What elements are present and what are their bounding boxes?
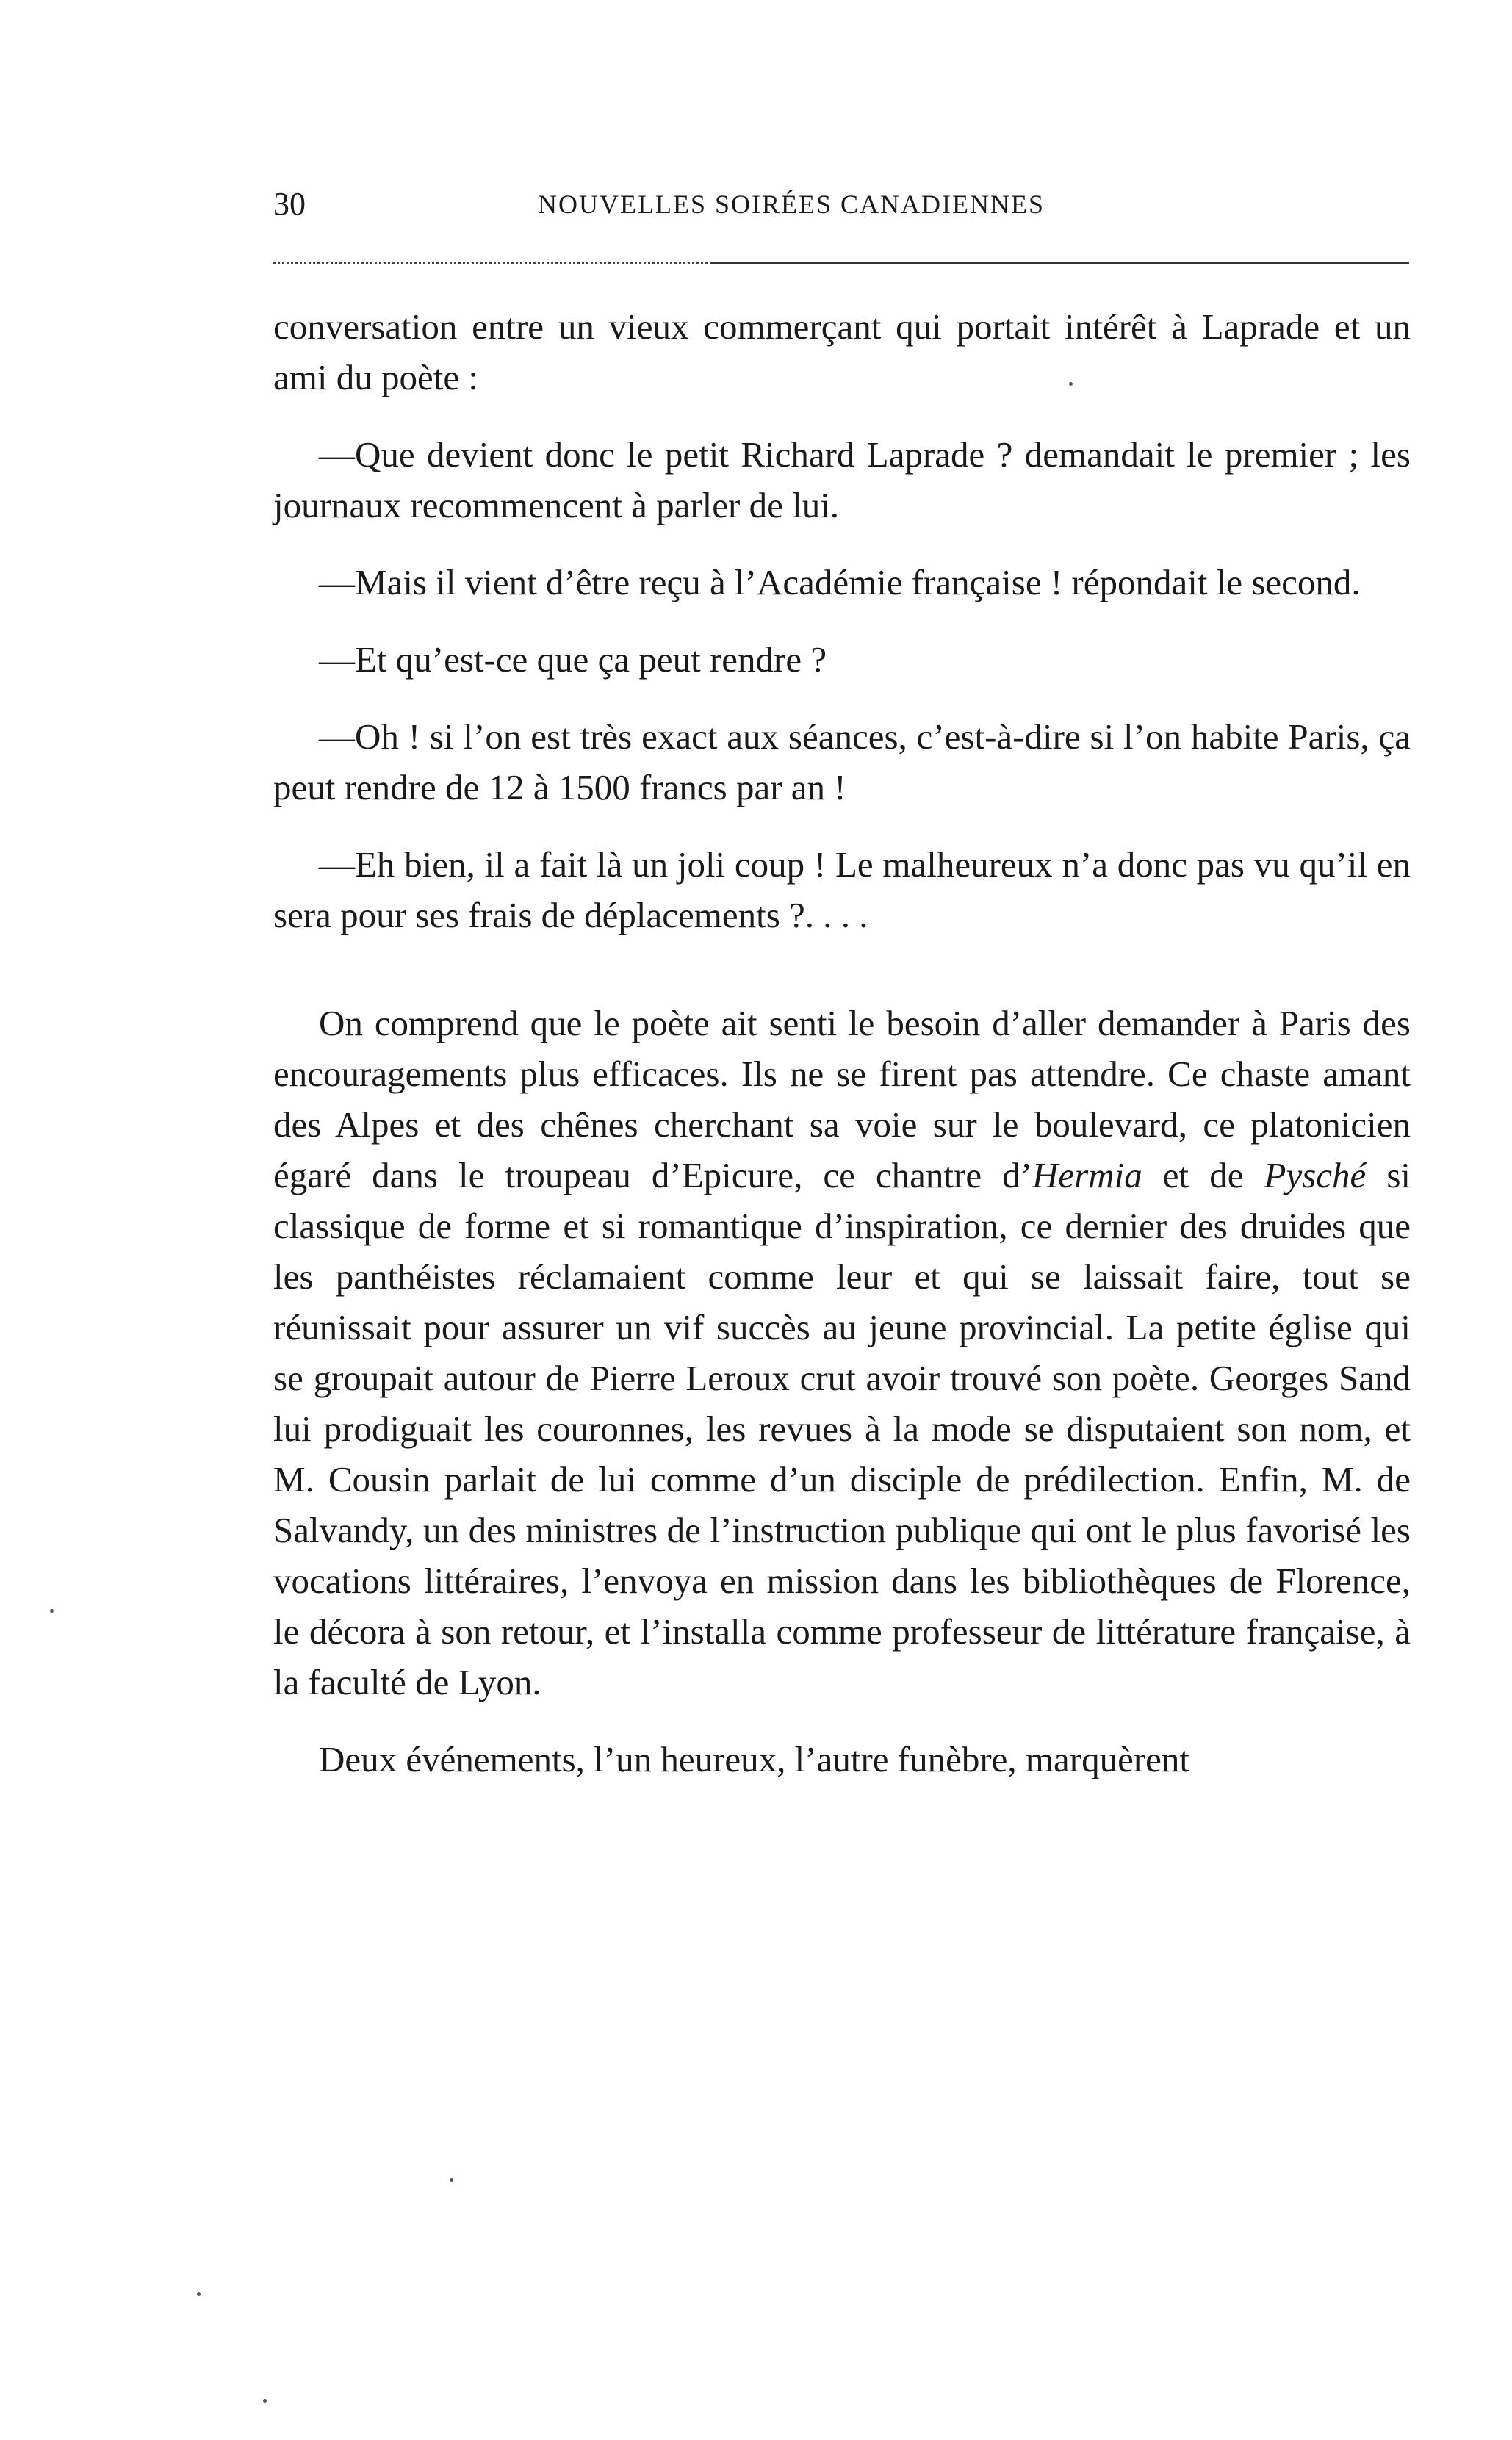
paragraph-continuation: conversation entre un vieux commerçant qui portait intérêt à Laprade et un ami du poète : bbox=[273, 306, 1411, 397]
paragraph-main-text-3: si classique de forme et si romantique d’inspiration, ce dernier des druides que les panthéistes réclamaient comme leur et qui se laissait faire, tout se réunissait pour assurer un vif succès au jeune provincial. La petite église qui se groupait autour de Pierre Leroux crut avoir trouvé son poète. Georges Sand lui prodiguait les couronnes, les revues à la mode se disputaient son nom, et M. Cousin parlait de lui comme d’un disciple de prédilection. Enfin, M. de Salvandy, un des ministres de l’instruction publique qui ont le plus favorisé les vocations littéraires, l’envoya en mission dans les bibliothèques de Florence, le décora à son retour, et l’installa comme professeur de littérature française, à la faculté de Lyon. bbox=[273, 1155, 1411, 1702]
dialogue-line-4: —Oh ! si l’on est très exact aux séances, c’est-à-dire si l’on habite Paris, ça peut rendre de 12 à 1500 francs par an ! bbox=[273, 716, 1411, 807]
body-text bbox=[273, 301, 1411, 1785]
scan-speck bbox=[263, 2399, 267, 2403]
paragraph-main-text-1: On comprend que le poète ait senti le besoin d’aller demander à Paris des encouragements plus efficaces. Ils ne se firent pas attendre. Ce chaste amant des Alpes et des chênes cherchant sa voie sur le boulevard, ce platonicien égaré dans le troupeau d’Epicure, ce chantre d’ bbox=[273, 1003, 1411, 1195]
dialogue-line-5: —Eh bien, il a fait là un joli coup ! Le malheureux n’a donc pas vu qu’il en sera pour ses frais de déplacements ?. . . . bbox=[273, 844, 1411, 935]
paragraph-main bbox=[273, 998, 1411, 1707]
page-number: 30 bbox=[273, 186, 306, 222]
dialogue-line-1: —Que devient donc le petit Richard Laprade ? demandait le premier ; les journaux recommencent à parler de lui. bbox=[273, 434, 1411, 525]
paragraph-next: Deux événements, l’un heureux, l’autre funèbre, marquèrent bbox=[319, 1739, 1190, 1779]
work-title-hermia: Hermia bbox=[1032, 1155, 1142, 1195]
scan-speck bbox=[450, 2178, 453, 2182]
paragraph-main-text-2: et de bbox=[1142, 1155, 1264, 1195]
header-rule bbox=[711, 262, 1409, 264]
dialogue-line-2: —Mais il vient d’être reçu à l’Académie française ! répondait le second. bbox=[319, 562, 1361, 602]
work-title-pysche: Pysché bbox=[1264, 1155, 1367, 1195]
scan-speck bbox=[1069, 382, 1073, 386]
running-head bbox=[273, 182, 1411, 226]
dialogue-line-3: —Et qu’est-ce que ça peut rendre ? bbox=[319, 639, 827, 680]
scan-speck bbox=[50, 1609, 54, 1613]
scan-speck bbox=[197, 2292, 201, 2296]
running-title: NOUVELLES SOIRÉES CANADIENNES bbox=[538, 190, 1045, 219]
